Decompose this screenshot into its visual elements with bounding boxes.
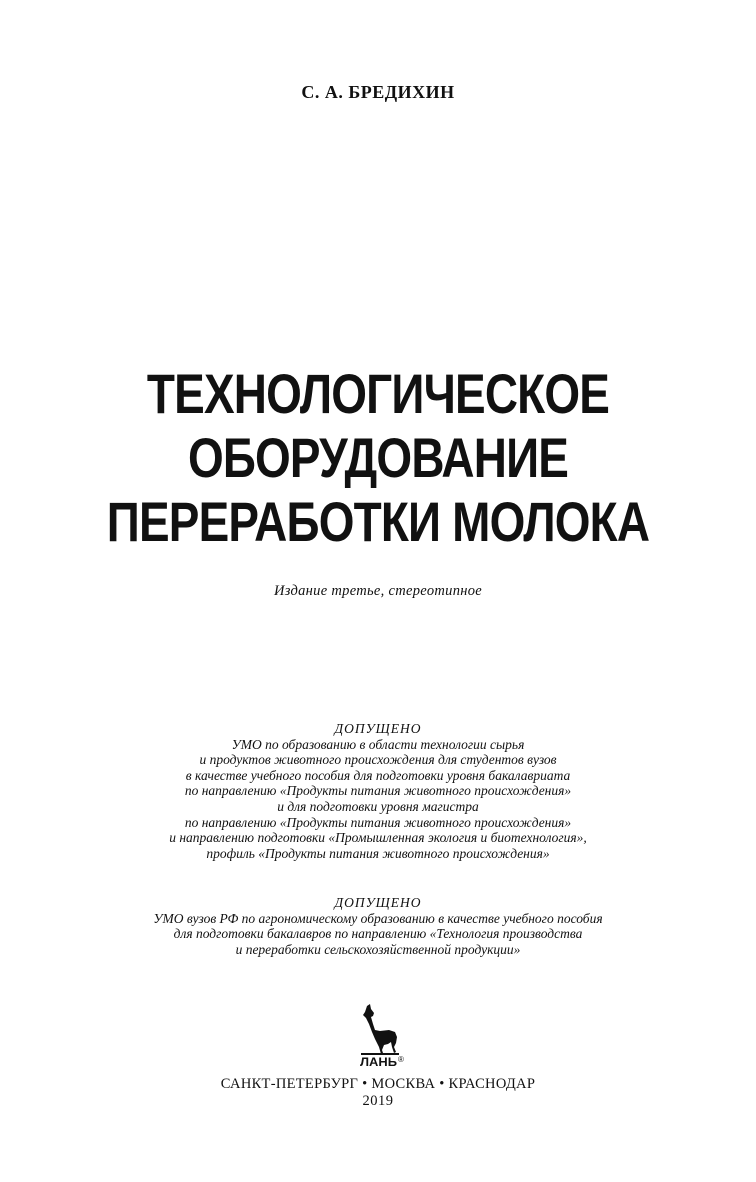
book-title-line: ОБОРУДОВАНИЕ (187, 426, 569, 489)
deer-silhouette (363, 1004, 397, 1054)
approval-line: по направлению «Продукты питания животного происхождения» (184, 783, 572, 799)
approval-block-2 (0, 895, 756, 957)
approval-line: в качестве учебного пособия для подготовки уровня бакалавриата (185, 767, 571, 783)
deer-logo-icon (358, 1004, 408, 1068)
book-title-line: ПЕРЕРАБОТКИ МОЛОКА (106, 490, 650, 553)
registered-mark: ® (398, 1055, 404, 1064)
book-title (0, 362, 756, 554)
approval-heading: ДОПУЩЕНО (334, 895, 422, 910)
approval-line: профиль «Продукты питания животного происхождения» (206, 845, 550, 861)
author-name: С. А. БРЕДИХИН (301, 82, 455, 102)
approval-line: и направлению подготовки «Промышленная экология и биотехнология», (169, 830, 587, 846)
approval-line: по направлению «Продукты питания животного происхождения» (184, 814, 572, 830)
approval-line: и переработки сельскохозяйственной продукции» (235, 941, 521, 957)
approval-block-1 (0, 721, 756, 861)
edition-note: Издание третье, стереотипное (273, 583, 483, 599)
approval-line: и продуктов животного происхождения для студентов вузов (199, 752, 557, 768)
approval-line: УМО по образованию в области технологии сырья (231, 736, 525, 752)
book-title-line: ТЕХНОЛОГИЧЕСКОЕ (146, 362, 610, 425)
logo-text: ЛАНЬ (360, 1055, 398, 1068)
approval-line: УМО вузов РФ по агрономическому образованию в качестве учебного пособия (153, 910, 603, 926)
approval-heading: ДОПУЩЕНО (334, 721, 422, 736)
approval-line: для подготовки бакалавров по направлению «Технология производства (173, 926, 583, 942)
approval-line: и для подготовки уровня магистра (277, 798, 479, 814)
publication-year: 2019 (362, 1093, 394, 1109)
publisher-cities: САНКТ-ПЕТЕРБУРГ • МОСКВА • КРАСНОДАР (220, 1076, 536, 1092)
